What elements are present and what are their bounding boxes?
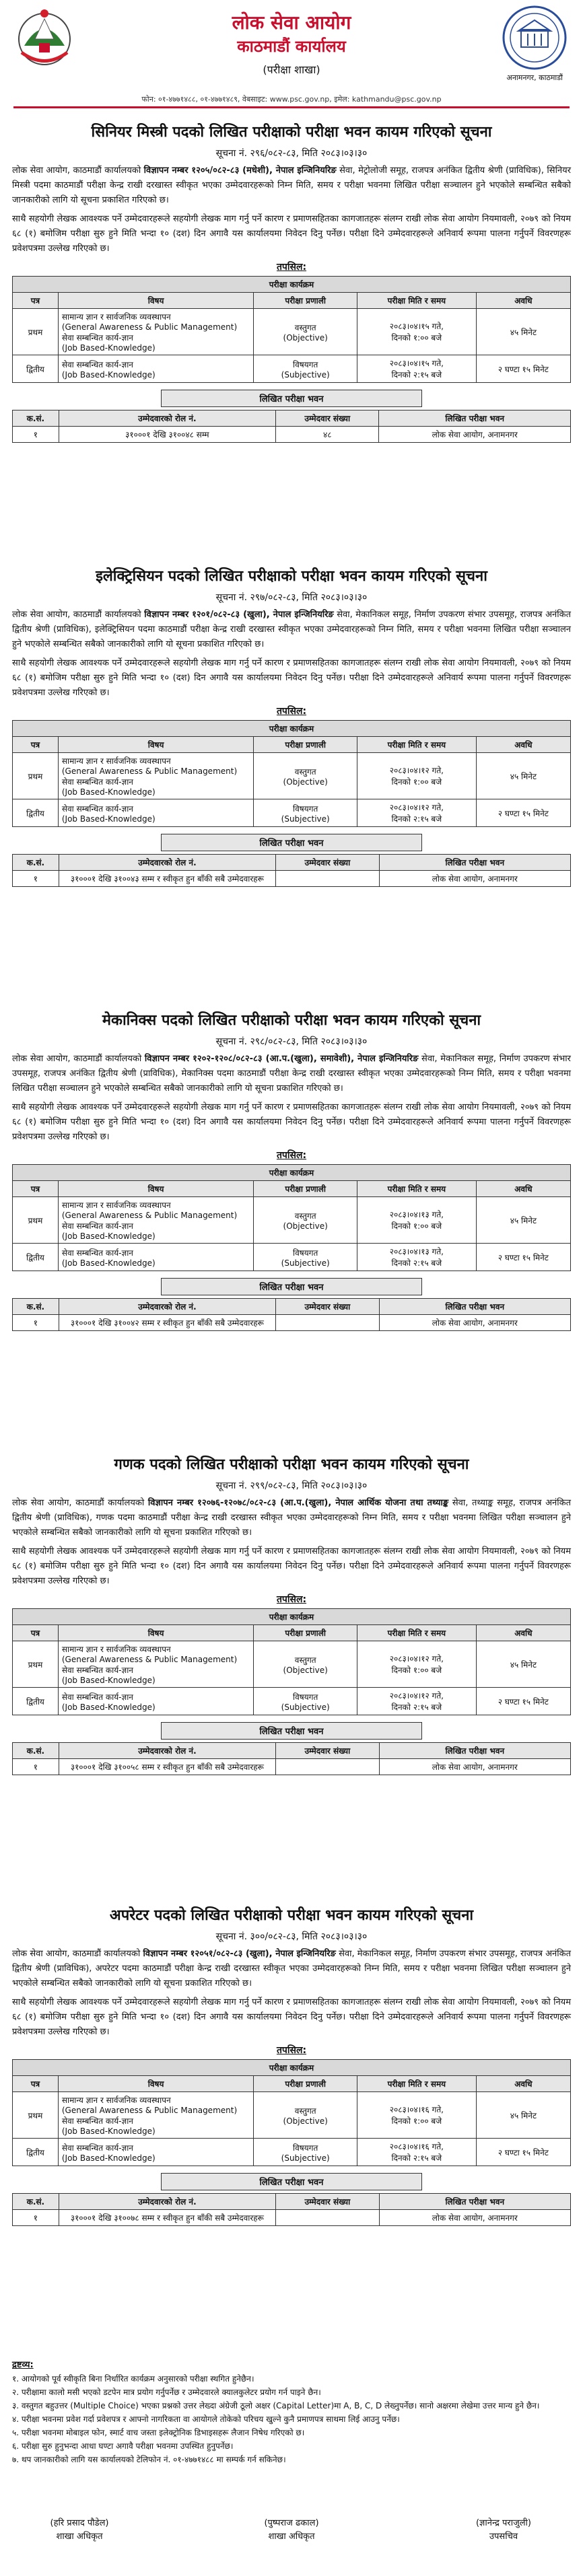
duration-cell: ४५ मिनेट — [476, 1197, 570, 1244]
duration-cell: ४५ मिनेट — [476, 1641, 570, 1688]
column-header: परीक्षा मिति र समय — [357, 293, 476, 309]
helper-writer-paragraph: साथै सहयोगी लेखक आवश्यक पर्ने उम्मेदवारहरूले सहयोगी लेखक माग गर्नु पर्ने कारण र प्रमाणसहितका कागजातहरू संलग्न राखी लोक सेवा आयोग नियमावली, २०७९ को नियम ६८ (१) बमोजिम परीक्षा सुरु हुने मिति भन्दा १० (दश) दिन अगावै यस कार्यालयमा निवेदन दिनु पर्नेछ। परीक्षा दिने उम्मेदवारहरूले अनिवार्य रूपमा पालना गर्नुपर्ने विवरणहरू प्रवेशपत्रमा उल्लेख गरिएको छ। — [12, 1997, 571, 2037]
subject-line: सेवा सम्बन्धित कार्य-ज्ञान — [61, 1666, 133, 1675]
subject-cell — [58, 1244, 254, 1271]
para-text: लोक सेवा आयोग, काठमाडौं कार्यालयको — [12, 166, 144, 176]
column-header: विषय — [58, 1625, 254, 1641]
venue-cell: १ — [13, 871, 59, 887]
system-line: वस्तुगत — [294, 1655, 316, 1665]
advert-number: विज्ञापन नम्बर १२०५/०८२-८३ (मधेशी), नेपाल इन्जिनियरिङ — [143, 166, 337, 176]
notice-paragraph — [12, 1052, 571, 1096]
letterhead — [0, 0, 583, 104]
venue-cell: १ — [13, 1759, 59, 1775]
subject-line: सामान्य ज्ञान र सार्वजनिक व्यवस्थापन — [61, 1201, 171, 1210]
subject-cell — [58, 355, 254, 383]
subject-cell — [58, 753, 254, 799]
exam-schedule-table — [12, 1608, 571, 1715]
column-header: परीक्षा प्रणाली — [254, 1181, 357, 1197]
subject-cell — [58, 2139, 254, 2166]
datetime-line: २०८३।०४।१२ गते, — [389, 1691, 444, 1701]
datetime-line: दिनको २:१५ बजे — [391, 1258, 442, 1268]
column-header: क.सं. — [13, 1743, 59, 1759]
system-line: (Subjective) — [281, 2153, 330, 2163]
para-text: लोक सेवा आयोग, काठमाडौं कार्यालयको — [12, 1498, 148, 1508]
column-header: विषय — [58, 293, 254, 309]
subject-line: (Job Based-Knowledge) — [61, 2153, 156, 2163]
venue-cell — [276, 1315, 379, 1331]
column-header: अवधि — [476, 293, 570, 309]
exam-venue-table — [12, 1298, 571, 1331]
datetime-line: २०८३।०४।१५ गते, — [389, 359, 444, 368]
system-line: वस्तुगत — [294, 322, 316, 332]
signatory-role: शाखा अधिकृत — [268, 2532, 315, 2542]
table-caption: परीक्षा कार्यक्रम — [13, 1165, 571, 1181]
column-header: विषय — [58, 1181, 254, 1197]
subject-line: (Job Based-Knowledge) — [61, 1231, 156, 1241]
venue-cell: ३१०००१ देखि ३१००७८ सम्म र स्वीकृत हुन बाँकी सबै उम्मेदवारहरू — [59, 2210, 275, 2226]
note-item: ६. परीक्षा सुरु हुनुभन्दा आधा घण्टा अगावै परीक्षा भवनमा उपस्थित हुनुपर्नेछ। — [12, 2441, 234, 2451]
datetime-cell — [357, 1244, 476, 1271]
paper-cell: द्वितीय — [13, 355, 59, 383]
subject-line: (Job Based-Knowledge) — [61, 369, 156, 380]
details-label: तपसिल: — [276, 706, 307, 717]
table-row — [13, 427, 571, 443]
venue-cell: लोक सेवा आयोग, अनामनगर — [379, 1759, 570, 1775]
datetime-cell — [357, 2092, 476, 2139]
exam-schedule-table — [12, 276, 571, 383]
note-item: १. आयोगको पूर्व स्वीकृति बिना निर्धारित कार्यक्रम अनुसारको परीक्षा स्थगित हुनेछैन। — [12, 2374, 254, 2384]
table-caption: परीक्षा कार्यक्रम — [13, 2060, 571, 2076]
system-line: (Subjective) — [281, 814, 330, 824]
notice-section — [12, 1009, 571, 1331]
venue-cell: ३१०००१ देखि ३१००४८ सम्म — [59, 427, 275, 443]
subject-line: (General Awareness & Public Management) — [61, 2106, 238, 2115]
subject-line: (Job Based-Knowledge) — [61, 1702, 156, 1712]
subject-line: सेवा सम्बन्धित कार्य-ज्ञान — [61, 2116, 133, 2126]
datetime-cell — [357, 799, 476, 827]
venue-caption: लिखित परीक्षा भवन — [161, 1722, 422, 1740]
helper-writer-paragraph: साथै सहयोगी लेखक आवश्यक पर्ने उम्मेदवारहरूले सहयोगी लेखक माग गर्नु पर्ने कारण र प्रमाणसहितका कागजातहरू संलग्न राखी लोक सेवा आयोग नियमावली, २०७९ को नियम ६८ (१) बमोजिम परीक्षा सुरु हुने मिति भन्दा १० (दश) दिन अगावै यस कार्यालयमा निवेदन दिनु पर्नेछ। परीक्षा दिने उम्मेदवारहरूले अनिवार्य रूपमा पालना गर्नुपर्ने विवरणहरू प्रवेशपत्रमा उल्लेख गरिएको छ। — [12, 1546, 571, 1586]
column-header: उम्मेदवारको रोल नं. — [59, 410, 275, 427]
notice-title: गणक पदको लिखित परीक्षाको परीक्षा भवन कायम गरिएको सूचना — [114, 1456, 469, 1473]
header-divider — [13, 106, 570, 108]
notice-reference: सूचना नं. ३००/०८२-८३, मिति २०८३।०३।३० — [215, 1931, 368, 1942]
notice-reference: सूचना नं. २९८/०८२-८३, मिति २०८३।०३।३० — [215, 1036, 368, 1047]
column-header: उम्मेदवारको रोल नं. — [59, 855, 275, 871]
notice-title: इलेक्ट्रिसियन पदको लिखित परीक्षाको परीक्षा भवन कायम गरिएको सूचना — [96, 568, 487, 585]
duration-cell: ४५ मिनेट — [476, 2092, 570, 2139]
column-header: उम्मेदवार संख्या — [276, 1743, 379, 1759]
helper-writer-paragraph: साथै सहयोगी लेखक आवश्यक पर्ने उम्मेदवारहरूले सहयोगी लेखक माग गर्नु पर्ने कारण र प्रमाणसहितका कागजातहरू संलग्न राखी लोक सेवा आयोग नियमावली, २०७९ को नियम ६८ (१) बमोजिम परीक्षा सुरु हुने मिति भन्दा १० (दश) दिन अगावै यस कार्यालयमा निवेदन दिनु पर्नेछ। परीक्षा दिने उम्मेदवारहरूले अनिवार्य रूपमा पालना गर्नुपर्ने विवरणहरू प्रवेशपत्रमा उल्लेख गरिएको छ। — [12, 214, 571, 254]
venue-cell — [276, 1759, 379, 1775]
subject-line: सेवा सम्बन्धित कार्य-ज्ञान — [61, 2143, 133, 2153]
note-item: २. परीक्षामा कालो मसी भएको डटपेन मात्र प्रयोग गर्नुपर्नेछ र उम्मेदवारले क्यालकुलेटर प्रयोग गर्न पाइने छैन। — [12, 2388, 321, 2397]
subject-line: सेवा सम्बन्धित कार्य-ज्ञान — [61, 777, 133, 787]
datetime-line: २०८३।०४।१२ गते, — [389, 766, 444, 775]
duration-cell: २ घण्टा १५ मिनेट — [476, 2139, 570, 2166]
table-row — [13, 1641, 571, 1688]
signature-block — [12, 2517, 571, 2557]
system-line: विषयगत — [293, 2143, 318, 2153]
subject-line: सेवा सम्बन्धित कार्य-ज्ञान — [61, 1692, 133, 1702]
system-cell — [254, 355, 357, 383]
notice-paragraph — [12, 164, 571, 208]
system-line: वस्तुगत — [294, 766, 316, 777]
system-line: वस्तुगत — [294, 1211, 316, 1221]
notice-paragraph — [12, 1496, 571, 1540]
column-header: उम्मेदवार संख्या — [276, 1299, 379, 1315]
venue-cell: १ — [13, 2210, 59, 2226]
venue-cell: ३१०००१ देखि ३१००४२ सम्म र स्वीकृत हुन बाँकी सबै उम्मेदवारहरू — [59, 1315, 275, 1331]
subject-cell — [58, 309, 254, 355]
system-line: (Subjective) — [281, 1258, 330, 1268]
exam-venue-table — [12, 2193, 571, 2226]
column-header: क.सं. — [13, 1299, 59, 1315]
column-header: उम्मेदवारको रोल नं. — [59, 2194, 275, 2210]
subject-line: (Job Based-Knowledge) — [61, 2126, 156, 2136]
column-header: परीक्षा मिति र समय — [357, 1181, 476, 1197]
branch-name: (परीक्षा शाखा) — [263, 63, 320, 76]
system-line: (Objective) — [283, 332, 328, 343]
column-header: परीक्षा मिति र समय — [357, 737, 476, 753]
notice-section — [12, 1454, 571, 1775]
venue-caption: लिखित परीक्षा भवन — [161, 2173, 422, 2190]
subject-line: सेवा सम्बन्धित कार्य-ज्ञान — [61, 803, 133, 814]
subject-line: सेवा सम्बन्धित कार्य-ज्ञान — [61, 359, 133, 369]
column-header: उम्मेदवारको रोल नं. — [59, 1743, 275, 1759]
column-header: लिखित परीक्षा भवन — [379, 1299, 570, 1315]
exam-venue-table — [12, 854, 571, 887]
paper-cell: प्रथम — [13, 1197, 59, 1244]
paper-cell: द्वितीय — [13, 1688, 59, 1715]
duration-cell: ४५ मिनेट — [476, 753, 570, 799]
note-item: ५. परीक्षा भवनमा मोबाइल फोन, स्मार्ट वाच जस्ता इलेक्ट्रोनिक डिभाइसहरू लैजान निषेध गरिएको छ। — [12, 2428, 305, 2437]
datetime-line: २०८३।०४।१५ गते, — [389, 322, 444, 331]
exam-venue-table — [12, 410, 571, 443]
system-line: विषयगत — [293, 1692, 318, 1702]
subject-line: सामान्य ज्ञान र सार्वजनिक व्यवस्थापन — [61, 1645, 171, 1654]
paper-cell: प्रथम — [13, 309, 59, 355]
signature-1 — [12, 2517, 147, 2544]
notice-paragraph — [12, 608, 571, 652]
table-row — [13, 2210, 571, 2226]
venue-caption: लिखित परीक्षा भवन — [161, 390, 422, 407]
subject-cell — [58, 1641, 254, 1688]
table-row — [13, 1759, 571, 1775]
datetime-cell — [357, 1641, 476, 1688]
venue-cell: १ — [13, 1315, 59, 1331]
helper-writer-paragraph: साथै सहयोगी लेखक आवश्यक पर्ने उम्मेदवारहरूले सहयोगी लेखक माग गर्नु पर्ने कारण र प्रमाणसहितका कागजातहरू संलग्न राखी लोक सेवा आयोग नियमावली, २०७९ को नियम ६८ (१) बमोजिम परीक्षा सुरु हुने मिति भन्दा १० (दश) दिन अगावै यस कार्यालयमा निवेदन दिनु पर्नेछ। परीक्षा दिने उम्मेदवारहरूले अनिवार्य रूपमा पालना गर्नुपर्ने विवरणहरू प्रवेशपत्रमा उल्लेख गरिएको छ। — [12, 1102, 571, 1142]
advert-number: विज्ञापन नम्बर १२०७६-१२०७८/०८२-८३ (आ.प.(खुला), नेपाल आर्थिक योजना तथा तथ्याङ्क — [147, 1498, 449, 1508]
system-cell — [254, 309, 357, 355]
system-cell — [254, 1244, 357, 1271]
column-header: विषय — [58, 2076, 254, 2092]
system-cell — [254, 1641, 357, 1688]
duration-cell: ४५ मिनेट — [476, 309, 570, 355]
datetime-cell — [357, 309, 476, 355]
column-header: विषय — [58, 737, 254, 753]
datetime-line: दिनको १:०० बजे — [391, 777, 442, 787]
column-header: परीक्षा मिति र समय — [357, 1625, 476, 1641]
datetime-line: २०८३।०४।१२ गते, — [389, 803, 444, 812]
column-header: उम्मेदवारको रोल नं. — [59, 1299, 275, 1315]
column-header: परीक्षा प्रणाली — [254, 293, 357, 309]
system-cell — [254, 2092, 357, 2139]
venue-cell: ४८ — [275, 427, 379, 443]
system-cell — [254, 1688, 357, 1715]
subject-line: (General Awareness & Public Management) — [61, 1655, 238, 1664]
column-header: परीक्षा प्रणाली — [254, 737, 357, 753]
subject-line: (General Awareness & Public Management) — [61, 1211, 238, 1220]
system-cell — [254, 2139, 357, 2166]
duration-cell: २ घण्टा १५ मिनेट — [476, 799, 570, 827]
notes-block — [12, 2359, 571, 2466]
column-header: परीक्षा प्रणाली — [254, 1625, 357, 1641]
datetime-line: दिनको १:०० बजे — [391, 2116, 442, 2126]
venue-cell — [276, 2210, 379, 2226]
paper-cell: द्वितीय — [13, 1244, 59, 1271]
datetime-line: २०८३।०४।१६ गते, — [389, 2142, 444, 2151]
subject-line: सामान्य ज्ञान र सार्वजनिक व्यवस्थापन — [61, 2096, 171, 2105]
notice-reference: सूचना नं. २९९/०८२-८३, मिति २०८३।०३।३० — [215, 1480, 368, 1491]
column-header: पत्र — [13, 293, 59, 309]
subject-line: (General Awareness & Public Management) — [61, 766, 238, 776]
helper-writer-paragraph: साथै सहयोगी लेखक आवश्यक पर्ने उम्मेदवारहरूले सहयोगी लेखक माग गर्नु पर्ने कारण र प्रमाणसहितका कागजातहरू संलग्न राखी लोक सेवा आयोग नियमावली, २०७९ को नियम ६८ (१) बमोजिम परीक्षा सुरु हुने मिति भन्दा १० (दश) दिन अगावै यस कार्यालयमा निवेदन दिनु पर्नेछ। परीक्षा दिने उम्मेदवारहरूले अनिवार्य रूपमा पालना गर्नुपर्ने विवरणहरू प्रवेशपत्रमा उल्लेख गरिएको छ। — [12, 658, 571, 698]
column-header: पत्र — [13, 1181, 59, 1197]
subject-line: सेवा सम्बन्धित कार्य-ज्ञान — [61, 1248, 133, 1258]
paper-cell: प्रथम — [13, 2092, 59, 2139]
column-header: पत्र — [13, 2076, 59, 2092]
subject-line: (Job Based-Knowledge) — [61, 343, 156, 353]
duration-cell: २ घण्टा १५ मिनेट — [476, 355, 570, 383]
venue-cell: ३१०००१ देखि ३१००४३ सम्म र स्वीकृत हुन बाँकी सबै उम्मेदवारहरू — [59, 871, 275, 887]
subject-cell — [58, 2092, 254, 2139]
details-label: तपसिल: — [276, 1150, 307, 1161]
notice-section — [12, 121, 571, 443]
table-row — [13, 1197, 571, 1244]
subject-line: सामान्य ज्ञान र सार्वजनिक व्यवस्थापन — [61, 756, 171, 766]
column-header: लिखित परीक्षा भवन — [379, 855, 570, 871]
column-header: क.सं. — [13, 410, 59, 427]
seal-caption: अनामनगर, काठमाडौं — [506, 73, 563, 82]
venue-cell: लोक सेवा आयोग, अनामनगर — [379, 427, 571, 443]
para-text: सेवा, मेकानिकल समूह, निर्माण उपकरण संभार उपसमूह, राजपत्र अनंकित द्वितीय श्रेणी (प्राविधिक), मेकानिक्स पदमा काठमाडौं परीक्षा केन्द्र राखी दरखास्त स्वीकृत भएका उम्मेदवारहरूको निम्न मिति, समय र परीक्षा भवनमा लिखित परीक्षा सञ्चालन हुने भएकोले सम्बन्धित सबैको जानकारीको लागि यो सूचना प्रकाशित गरिएको छ। — [12, 1054, 571, 1094]
paper-cell: द्वितीय — [13, 799, 59, 827]
venue-cell: लोक सेवा आयोग, अनामनगर — [379, 871, 570, 887]
table-row — [13, 871, 571, 887]
system-line: (Subjective) — [281, 1702, 330, 1712]
system-cell — [254, 753, 357, 799]
venue-caption: लिखित परीक्षा भवन — [161, 1278, 422, 1295]
venue-cell: लोक सेवा आयोग, अनामनगर — [379, 1315, 570, 1331]
subject-line: सेवा सम्बन्धित कार्य-ज्ञान — [61, 333, 133, 343]
system-cell — [254, 1197, 357, 1244]
signatory-role: उपसचिव — [489, 2532, 518, 2542]
notes-heading: द्रष्टव्य: — [12, 2360, 34, 2370]
subject-line: (Job Based-Knowledge) — [61, 787, 156, 797]
subject-line: सेवा सम्बन्धित कार्य-ज्ञान — [61, 1221, 133, 1231]
column-header: अवधि — [476, 2076, 570, 2092]
column-header: पत्र — [13, 737, 59, 753]
subject-line: (Job Based-Knowledge) — [61, 814, 156, 824]
column-header: पत्र — [13, 1625, 59, 1641]
subject-line: (Job Based-Knowledge) — [61, 1258, 156, 1268]
subject-cell — [58, 1688, 254, 1715]
details-label: तपसिल: — [276, 262, 307, 273]
advert-number: विज्ञापन नम्बर १२०१/०८२-८३ (खुला), नेपाल इन्जिनियरिङ — [144, 610, 334, 620]
venue-caption: लिखित परीक्षा भवन — [161, 834, 422, 851]
details-label: तपसिल: — [276, 2045, 307, 2056]
datetime-cell — [357, 1688, 476, 1715]
column-header: क.सं. — [13, 2194, 59, 2210]
note-item: ३. वस्तुगत बहुउत्तर (Multiple Choice) भएका प्रश्नको उत्तर लेख्दा अंग्रेजी ठूलो अक्षर (Capital Letter)मा A, B, C, D लेख्नुपर्नेछ। सानो अक्षरमा लेखेमा उत्तर मान्य हुने छैन। — [12, 2401, 540, 2410]
venue-cell: ३१०००१ देखि ३१००५८ सम्म र स्वीकृत हुन बाँकी सबै उम्मेदवारहरू — [59, 1759, 275, 1775]
notice-reference: सूचना नं. २९७/०८२-८३, मिति २०८३।०३।३० — [215, 592, 368, 603]
subject-line: सामान्य ज्ञान र सार्वजनिक व्यवस्थापन — [61, 312, 171, 322]
exam-schedule-table — [12, 1164, 571, 1271]
datetime-cell — [357, 355, 476, 383]
column-header: उम्मेदवार संख्या — [276, 2194, 379, 2210]
note-item: ४. परीक्षा भवनमा प्रवेश गर्दा प्रवेशपत्र र आफ्नो नागरिकता वा आयोगले तोकेको परिचय खुल्ने कुनै प्रमाणपत्र साथमा लिई आउनु पर्नेछ। — [12, 2414, 400, 2424]
column-header: लिखित परीक्षा भवन — [379, 2194, 570, 2210]
contact-line: फोन: ०१-४७७१४८८, ०१-४७७१४८९, वेबसाइट: www.psc.gov.np, इमेल: kathmandu@psc.gov.np — [141, 95, 442, 104]
system-line: (Subjective) — [281, 369, 330, 380]
advert-number: विज्ञापन नम्बर १२०२-१२०८/०८२-८३ (आ.प.(खुला), समावेशी), नेपाल इन्जिनियरिङ — [144, 1054, 419, 1064]
table-row — [13, 309, 571, 355]
signature-2 — [224, 2517, 359, 2544]
subject-line: (General Awareness & Public Management) — [61, 322, 238, 332]
venue-cell: लोक सेवा आयोग, अनामनगर — [379, 2210, 570, 2226]
para-text: लोक सेवा आयोग, काठमाडौं कार्यालयको — [12, 610, 145, 620]
datetime-line: २०८३।०४।१३ गते, — [389, 1210, 444, 1219]
table-caption: परीक्षा कार्यक्रम — [13, 1609, 571, 1625]
datetime-line: २०८३।०४।१६ गते, — [389, 2105, 444, 2114]
details-label: तपसिल: — [276, 1594, 307, 1605]
column-header: लिखित परीक्षा भवन — [379, 1743, 570, 1759]
column-header: अवधि — [476, 1181, 570, 1197]
datetime-line: दिनको २:१५ बजे — [391, 1703, 442, 1712]
datetime-line: दिनको १:०० बजे — [391, 333, 442, 343]
exam-schedule-table — [12, 2059, 571, 2166]
signatory-name: (हरि प्रसाद पौडेल) — [50, 2518, 109, 2528]
paper-cell: प्रथम — [13, 1641, 59, 1688]
table-row — [13, 2092, 571, 2139]
signature-3 — [436, 2517, 571, 2544]
system-line: (Objective) — [283, 1221, 328, 1231]
table-row — [13, 753, 571, 799]
datetime-cell — [357, 1197, 476, 1244]
column-header: उम्मेदवार संख्या — [275, 410, 379, 427]
column-header: परीक्षा प्रणाली — [254, 2076, 357, 2092]
notice-paragraph — [12, 1947, 571, 1991]
table-row — [13, 799, 571, 827]
signatory-name: (पुष्पराज ढकाल) — [264, 2518, 319, 2528]
paper-cell: द्वितीय — [13, 2139, 59, 2166]
datetime-cell — [357, 2139, 476, 2166]
notice-title: अपरेटर पदको लिखित परीक्षाको परीक्षा भवन कायम गरिएको सूचना — [109, 1907, 474, 1924]
system-cell — [254, 799, 357, 827]
system-line: (Objective) — [283, 777, 328, 787]
venue-cell — [276, 871, 379, 887]
column-header: उम्मेदवार संख्या — [276, 855, 379, 871]
datetime-line: दिनको २:१५ बजे — [391, 2153, 442, 2163]
column-header: लिखित परीक्षा भवन — [379, 410, 571, 427]
datetime-line: दिनको २:१५ बजे — [391, 814, 442, 824]
datetime-cell — [357, 753, 476, 799]
datetime-line: दिनको २:१५ बजे — [391, 370, 442, 380]
notice-title: सिनियर मिस्त्री पदको लिखित परीक्षाको परीक्षा भवन कायम गरिएको सूचना — [91, 124, 492, 141]
note-item: ७. थप जानकारीको लागि यस कार्यालयको टेलिफोन नं. ०१-४७७१४८८ मा सम्पर्क गर्न सकिनेछ। — [12, 2455, 286, 2464]
notice-section — [12, 565, 571, 887]
datetime-line: दिनको १:०० बजे — [391, 1221, 442, 1231]
psc-seal-icon — [501, 4, 568, 71]
table-caption: परीक्षा कार्यक्रम — [13, 721, 571, 737]
table-row — [13, 1688, 571, 1715]
notice-title: मेकानिक्स पदको लिखित परीक्षाको परीक्षा भवन कायम गरिएको सूचना — [102, 1012, 481, 1029]
system-line: (Objective) — [283, 1665, 328, 1675]
subject-cell — [58, 1197, 254, 1244]
org-name: लोक सेवा आयोग — [232, 11, 351, 34]
column-header: परीक्षा मिति र समय — [357, 2076, 476, 2092]
advert-number: विज्ञापन नम्बर १२०५१/०८२-८३ (खुला), नेपाल इन्जिनियरिङ — [143, 1949, 336, 1959]
duration-cell: २ घण्टा १५ मिनेट — [476, 1244, 570, 1271]
table-caption: परीक्षा कार्यक्रम — [13, 277, 571, 293]
system-line: विषयगत — [293, 359, 318, 369]
para-text: सेवा, मेकानिकल समूह, निर्माण उपकरण संभार उपसमूह, राजपत्र अनंकित द्वितीय श्रेणी (प्राविधिक), अपरेटर पदमा काठमाडौं परीक्षा केन्द्र राखी दरखास्त स्वीकृत भएका उम्मेदवारहरूको निम्न मिति, समय र परीक्षा भवनमा लिखित परीक्षा सञ्चालन हुने भएकोले सम्बन्धित सबैको जानकारीको लागि यो सूचना प्रकाशित गरिएको छ। — [12, 1949, 571, 1989]
system-line: विषयगत — [293, 803, 318, 814]
para-text: सेवा, मेकानिकल समूह, निर्माण उपकरण संभार उपसमूह, राजपत्र अनंकित द्वितीय श्रेणी (प्राविधिक), इलेक्ट्रिसियन पदमा काठमाडौं परीक्षा केन्द्र राखी दरखास्त स्वीकृत भएका उम्मेदवारहरूको निम्न मिति, समय र परीक्षा भवनमा लिखित परीक्षा सञ्चालन हुने भएकोले सम्बन्धित सबैको जानकारीको लागि यो सूचना प्रकाशित गरिएको छ। — [12, 610, 571, 649]
system-line: वस्तुगत — [294, 2106, 316, 2116]
table-row — [13, 355, 571, 383]
system-line: विषयगत — [293, 1248, 318, 1258]
para-text: सेवा, मेट्रोलोजी समूह, राजपत्र अनंकित द्वितीय श्रेणी (प्राविधिक), सिनियर मिस्त्री पदमा काठमाडौं परीक्षा केन्द्र राखी दरखास्त स्वीकृत भएका उम्मेदवारहरूको निम्न मिति, समय र परीक्षा भवनमा लिखित परीक्षा सञ्चालन हुने भएकोले सम्बन्धित सबैको जानकारीको लागि यो सूचना प्रकाशित गरिएको छ। — [12, 166, 572, 205]
venue-cell: १ — [13, 427, 59, 443]
datetime-line: २०८३।०४।१३ गते, — [389, 1247, 444, 1256]
table-row — [13, 1244, 571, 1271]
column-header: अवधि — [476, 1625, 570, 1641]
signatory-role: शाखा अधिकृत — [56, 2532, 103, 2542]
column-header: अवधि — [476, 737, 570, 753]
duration-cell: २ घण्टा १५ मिनेट — [476, 1688, 570, 1715]
exam-venue-table — [12, 1742, 571, 1775]
system-line: (Objective) — [283, 2116, 328, 2126]
para-text: लोक सेवा आयोग, काठमाडौं कार्यालयको — [12, 1949, 143, 1959]
exam-schedule-table — [12, 720, 571, 827]
subject-line: (Job Based-Knowledge) — [61, 1676, 156, 1685]
table-row — [13, 1315, 571, 1331]
subject-cell — [58, 799, 254, 827]
office-name: काठमाडौं कार्यालय — [237, 37, 346, 56]
table-row — [13, 2139, 571, 2166]
notice-reference: सूचना नं. २९६/०८२-८३, मिति २०८३।०३।३० — [215, 148, 368, 159]
notice-section — [12, 1904, 571, 2226]
column-header: क.सं. — [13, 855, 59, 871]
signatory-name: (ज्ञानेन्द्र पराजुली) — [475, 2518, 531, 2528]
paper-cell: प्रथम — [13, 753, 59, 799]
para-text: लोक सेवा आयोग, काठमाडौं कार्यालयको — [12, 1054, 145, 1064]
para-text: सेवा, तथ्याङ्क समूह, राजपत्र अनंकित द्वितीय श्रेणी (प्राविधिक), गणक पदमा काठमाडौं परीक्षा केन्द्र राखी दरखास्त स्वीकृत भएका उम्मेदवारहरूको निम्न मिति, समय र परीक्षा भवनमा लिखित परीक्षा सञ्चालन हुने भएकोले सम्बन्धित सबैको जानकारीको लागि यो सूचना प्रकाशित गरिएको छ। — [12, 1498, 572, 1538]
datetime-line: दिनको १:०० बजे — [391, 1666, 442, 1675]
datetime-line: २०८३।०४।१२ गते, — [389, 1654, 444, 1663]
